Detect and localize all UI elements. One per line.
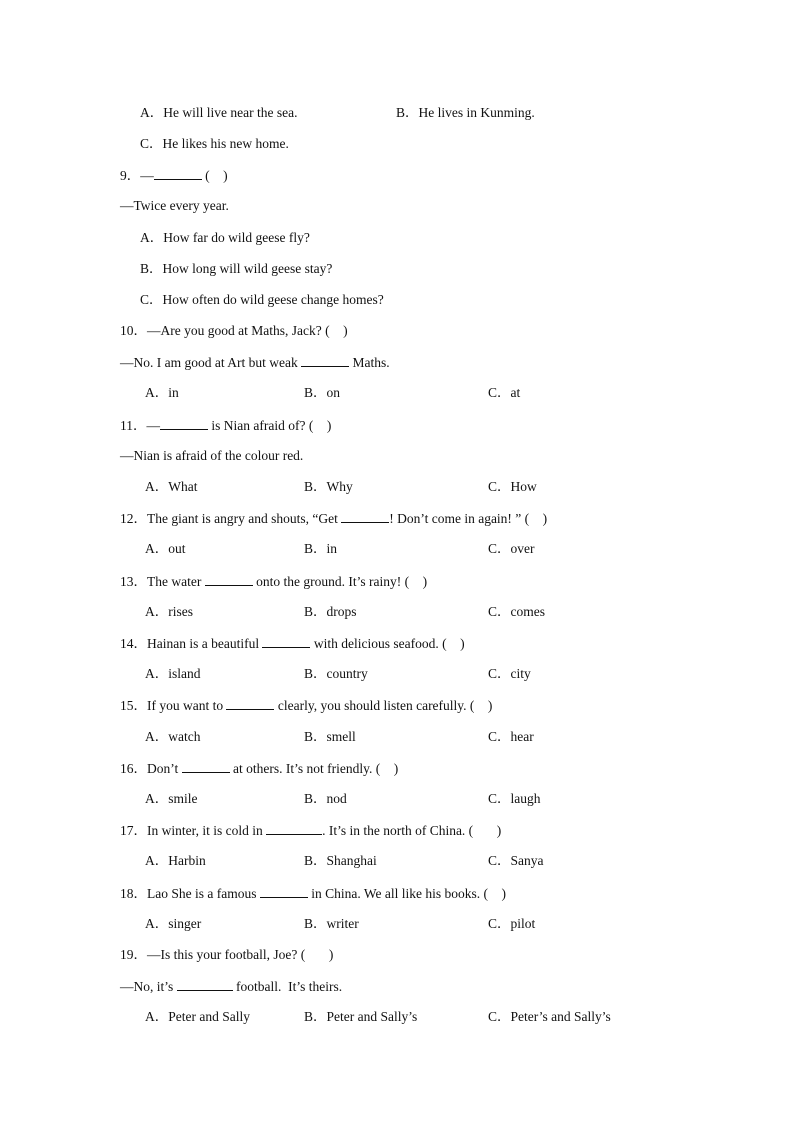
q17-pre: 17．In winter, it is cold in (120, 823, 267, 838)
q14-post: with delicious seafood. ( ) (310, 636, 465, 651)
q18-pre: 18．Lao She is a famous (120, 886, 260, 901)
q12-blank (341, 509, 389, 523)
q12-option-c: C．over (488, 541, 535, 556)
q9-question (120, 166, 228, 185)
q16-option-a: A．smile (145, 791, 198, 806)
q13-option-a: A．rises (145, 604, 193, 619)
q16-post: at others. It’s not friendly. ( ) (229, 761, 399, 776)
q11-option-c: C．How (488, 479, 537, 494)
q9-option-c: C．How often do wild geese change homes? (140, 292, 384, 307)
q16-option-b: B．nod (304, 791, 347, 806)
q10-blank (301, 353, 349, 367)
q19-option-c: C．Peter’s and Sally’s (488, 1009, 611, 1024)
q19-blank (177, 977, 233, 991)
q17-post: . It’s in the north of China. ( ) (322, 823, 502, 838)
q17-option-c: C．Sanya (488, 853, 544, 868)
q16-question (120, 759, 398, 778)
q19-option-b: B．Peter and Sally’s (304, 1009, 418, 1024)
q9-answer: —Twice every year. (120, 198, 229, 213)
q10-answer (120, 353, 390, 372)
q8-option-a: A．He will live near the sea. (140, 105, 298, 120)
q9-option-a: A．How far do wild geese fly? (140, 230, 310, 245)
q17-option-a: A．Harbin (145, 853, 206, 868)
q18-post: in China. We all like his books. ( ) (307, 886, 507, 901)
q15-blank (226, 696, 274, 710)
q10-question: 10．—Are you good at Maths, Jack? ( ) (120, 323, 348, 338)
q17-question (120, 821, 501, 840)
q19-answer-post: football. It’s theirs. (232, 979, 343, 994)
q11-pre: 11．— (120, 418, 160, 433)
q12-option-a: A．out (145, 541, 186, 556)
q14-option-b: B．country (304, 666, 368, 681)
q15-option-b: B．smell (304, 729, 356, 744)
q10-option-b: B．on (304, 385, 341, 400)
q10-answer-post: Maths. (349, 355, 390, 370)
q14-blank (262, 634, 310, 648)
q15-post: clearly, you should listen carefully. ( ) (274, 698, 493, 713)
q18-question (120, 884, 506, 903)
q15-option-c: C．hear (488, 729, 534, 744)
q13-option-c: C．comes (488, 604, 545, 619)
q13-post: onto the ground. It’s rainy! ( ) (252, 574, 428, 589)
q10-option-c: C．at (488, 385, 521, 400)
q19-option-a: A．Peter and Sally (145, 1009, 250, 1024)
q9-number: 9．— (120, 168, 154, 183)
q18-option-a: A．singer (145, 916, 202, 931)
q12-question (120, 509, 547, 528)
q18-option-c: C．pilot (488, 916, 536, 931)
q19-answer-pre: —No, it’s (120, 979, 177, 994)
q19-question: 19．—Is this your football, Joe? ( ) (120, 947, 334, 962)
q18-option-b: B．writer (304, 916, 359, 931)
q9-blank (154, 166, 202, 180)
q15-question (120, 696, 492, 715)
q10-answer-pre: —No. I am good at Art but weak (120, 355, 302, 370)
q16-blank (182, 759, 230, 773)
q13-question (120, 572, 427, 591)
q18-blank (260, 884, 308, 898)
q8-option-b: B．He lives in Kunming. (396, 105, 535, 120)
q14-option-c: C．city (488, 666, 531, 681)
q9-paren: ( ) (201, 168, 228, 183)
q15-pre: 15．If you want to (120, 698, 227, 713)
q14-option-a: A．island (145, 666, 201, 681)
q14-question (120, 634, 465, 653)
q11-question (120, 416, 331, 435)
q9-option-b: B．How long will wild geese stay? (140, 261, 333, 276)
q11-option-b: B．Why (304, 479, 353, 494)
q12-option-b: B．in (304, 541, 338, 556)
q13-pre: 13．The water (120, 574, 205, 589)
q8-option-c: C．He likes his new home. (140, 136, 289, 151)
q11-option-a: A．What (145, 479, 198, 494)
q17-blank (266, 821, 322, 835)
q17-option-b: B．Shanghai (304, 853, 377, 868)
q15-option-a: A．watch (145, 729, 201, 744)
q14-pre: 14．Hainan is a beautiful (120, 636, 263, 651)
q12-pre: 12．The giant is angry and shouts, “Get (120, 511, 342, 526)
q13-option-b: B．drops (304, 604, 357, 619)
q10-option-a: A．in (145, 385, 179, 400)
q12-post: ! Don’t come in again! ” ( ) (389, 511, 548, 526)
q16-pre: 16．Don’t (120, 761, 182, 776)
q16-option-c: C．laugh (488, 791, 541, 806)
q19-answer (120, 977, 342, 996)
q11-blank (160, 416, 208, 430)
q11-post: is Nian afraid of? ( ) (208, 418, 332, 433)
q13-blank (205, 572, 253, 586)
q11-answer: —Nian is afraid of the colour red. (120, 448, 304, 463)
